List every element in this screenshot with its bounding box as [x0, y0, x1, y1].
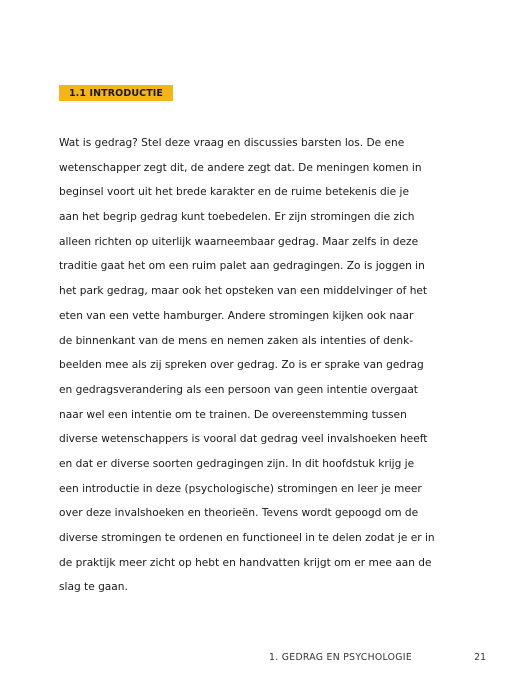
body-line: naar wel een intentie om te trainen. De overeenstemming tussen [59, 408, 407, 421]
body-line: Wat is gedrag? Stel deze vraag en discussies barsten los. De ene [59, 137, 405, 149]
body-line: de praktijk meer zicht op hebt en handvatten krijgt om er mee aan de [59, 556, 432, 569]
body-line: diverse wetenschappers is vooral dat gedrag veel invalshoeken heeft [59, 433, 428, 446]
page-number: 21 [474, 652, 486, 663]
body-line: alleen richten op uiterlijk waarneembaar gedrag. Maar zelfs in deze [59, 235, 419, 248]
body-line: aan het begrip gedrag kunt toebedelen. Er zijn stromingen die zich [59, 211, 415, 224]
body-line: en dat er diverse soorten gedragingen zijn. In dit hoofdstuk krijg je [59, 457, 415, 470]
body-line: beelden mee als zij spreken over gedrag. Zo is er sprake van gedrag [59, 359, 424, 372]
body-line: wetenschapper zegt dit, de andere zegt dat. De meningen komen in [59, 161, 422, 174]
section-heading: 1.1 INTRODUCTIE [59, 85, 173, 101]
body-line: de binnenkant van de mens en nemen zaken als intenties of denk- [59, 334, 414, 347]
body-line: eten van een vette hamburger. Andere stromingen kijken ook naar [59, 309, 414, 322]
body-line: diverse stromingen te ordenen en functioneel in te delen zodat je er in [59, 532, 435, 544]
body-line: slag te gaan. [59, 581, 128, 594]
body-line: en gedragsverandering als een persoon van geen intentie overgaat [59, 383, 418, 396]
body-paragraph [59, 134, 439, 603]
footer-chapter-title: 1. GEDRAG EN PSYCHOLOGIE [269, 652, 412, 663]
body-line: over deze invalshoeken en theorieën. Tevens wordt gepoogd om de [59, 507, 419, 520]
body-line: traditie gaat het om een ruim palet aan gedragingen. Zo is joggen in [59, 260, 425, 273]
body-line: het park gedrag, maar ook het opsteken van een middelvinger of het [59, 285, 428, 298]
body-line: beginsel voort uit het brede karakter en de ruime betekenis die je [59, 186, 409, 199]
body-line: een introductie in deze (psychologische) stromingen en leer je meer [59, 482, 422, 495]
